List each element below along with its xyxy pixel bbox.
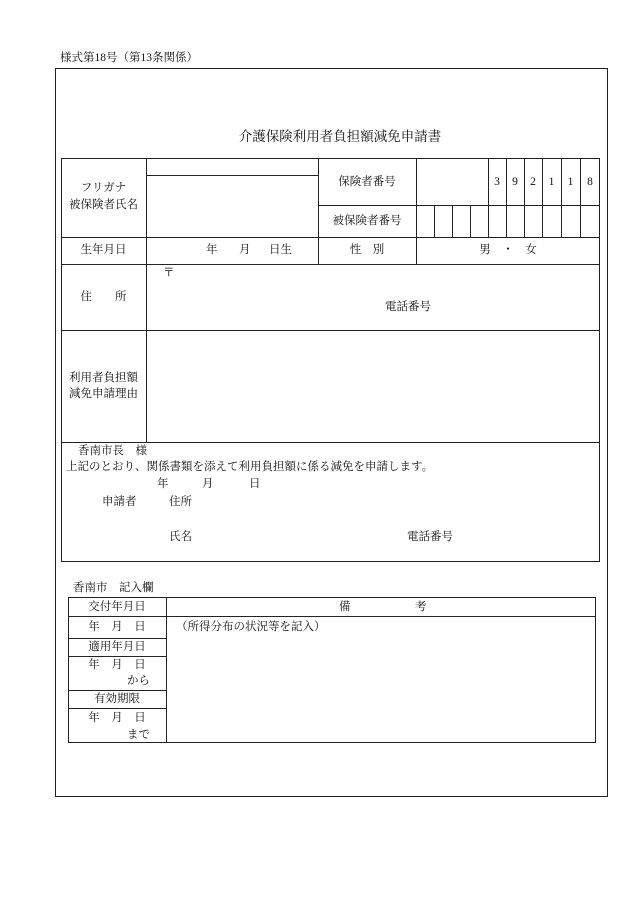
reason-label-line1: 利用者負担額 xyxy=(69,372,138,384)
birthdate-label: 生年月日 xyxy=(80,244,127,256)
remarks-header-char: 考 xyxy=(415,601,427,613)
expiry-label: 有効期限 xyxy=(94,693,140,705)
insured-name-label: 被保険者氏名 xyxy=(69,199,138,211)
city-row-divider xyxy=(68,708,166,709)
city-column-divider xyxy=(166,597,167,743)
city-row-divider xyxy=(68,638,166,639)
applicant-name-label: 氏名 xyxy=(169,531,192,543)
insurer-digit: 2 xyxy=(530,176,536,188)
insurer-number-label: 保険者番号 xyxy=(338,176,396,188)
furigana-label: フリガナ xyxy=(80,182,127,194)
city-row-divider xyxy=(68,690,166,691)
apply-date-value: 年 月 日 xyxy=(88,659,146,671)
applicant-address-label: 住所 xyxy=(169,496,192,508)
postal-mark: 〒 xyxy=(163,267,175,279)
remarks-header-char: 備 xyxy=(339,601,351,613)
city-section-title: 香南市 記入欄 xyxy=(73,582,154,594)
furigana-divider xyxy=(146,175,318,176)
insurer-digit: 1 xyxy=(567,176,574,188)
birthdate-month-unit: 月 xyxy=(239,244,251,256)
sex-options: 男 ・ 女 xyxy=(479,244,537,256)
apply-date-label: 適用年月日 xyxy=(88,641,146,653)
form-number: 様式第18号（第13条関係） xyxy=(60,52,198,64)
row-divider xyxy=(61,264,600,265)
digit-divider xyxy=(524,158,525,237)
address-label: 住 所 xyxy=(80,291,127,303)
digit-divider xyxy=(452,205,453,237)
birthdate-day-unit: 日生 xyxy=(269,244,292,256)
addressee: 香南市長 様 xyxy=(78,445,147,457)
insurer-digit: 1 xyxy=(548,176,555,188)
row-divider xyxy=(61,237,600,238)
city-row-divider xyxy=(68,656,166,657)
insurer-digit: 3 xyxy=(494,176,500,188)
digit-divider xyxy=(488,158,489,237)
label-column-divider xyxy=(146,158,147,442)
insured-number-label: 被保険者番号 xyxy=(332,215,402,227)
row-divider xyxy=(61,330,600,331)
form-title: 介護保険利用者負担額減免申請書 xyxy=(238,129,442,144)
digit-divider xyxy=(470,205,471,237)
application-month-unit: 月 xyxy=(202,478,214,490)
application-statement: 上記のとおり、関係書類を添えて利用負担額に係る減免を申請します。 xyxy=(66,461,434,473)
digit-divider xyxy=(561,158,562,237)
insurer-digit: 8 xyxy=(587,176,593,188)
sex-label: 性 別 xyxy=(349,244,385,256)
application-day-unit: 日 xyxy=(249,478,261,490)
applicant-phone-label: 電話番号 xyxy=(407,531,453,543)
apply-date-suffix: から xyxy=(127,675,150,687)
issue-date-value: 年 月 日 xyxy=(88,621,146,633)
expiry-value: 年 月 日 xyxy=(88,712,146,724)
insurer-digit: 9 xyxy=(512,176,518,188)
application-year-unit: 年 xyxy=(157,478,169,490)
issue-date-label: 交付年月日 xyxy=(88,601,146,613)
digit-divider xyxy=(506,158,507,237)
number-row-divider xyxy=(318,205,600,206)
digit-divider xyxy=(434,205,435,237)
remarks-note: （所得分布の状況等を記入） xyxy=(176,621,326,633)
birthdate-year-unit: 年 xyxy=(206,244,218,256)
expiry-suffix: まで xyxy=(127,729,150,741)
reason-label-line2: 減免申請理由 xyxy=(69,388,138,400)
row-divider xyxy=(61,442,600,443)
digit-divider xyxy=(580,158,581,237)
address-phone-label: 電話番号 xyxy=(385,301,431,313)
applicant-label: 申請者 xyxy=(102,496,137,508)
digit-divider xyxy=(542,158,543,237)
city-header-divider xyxy=(68,616,596,617)
